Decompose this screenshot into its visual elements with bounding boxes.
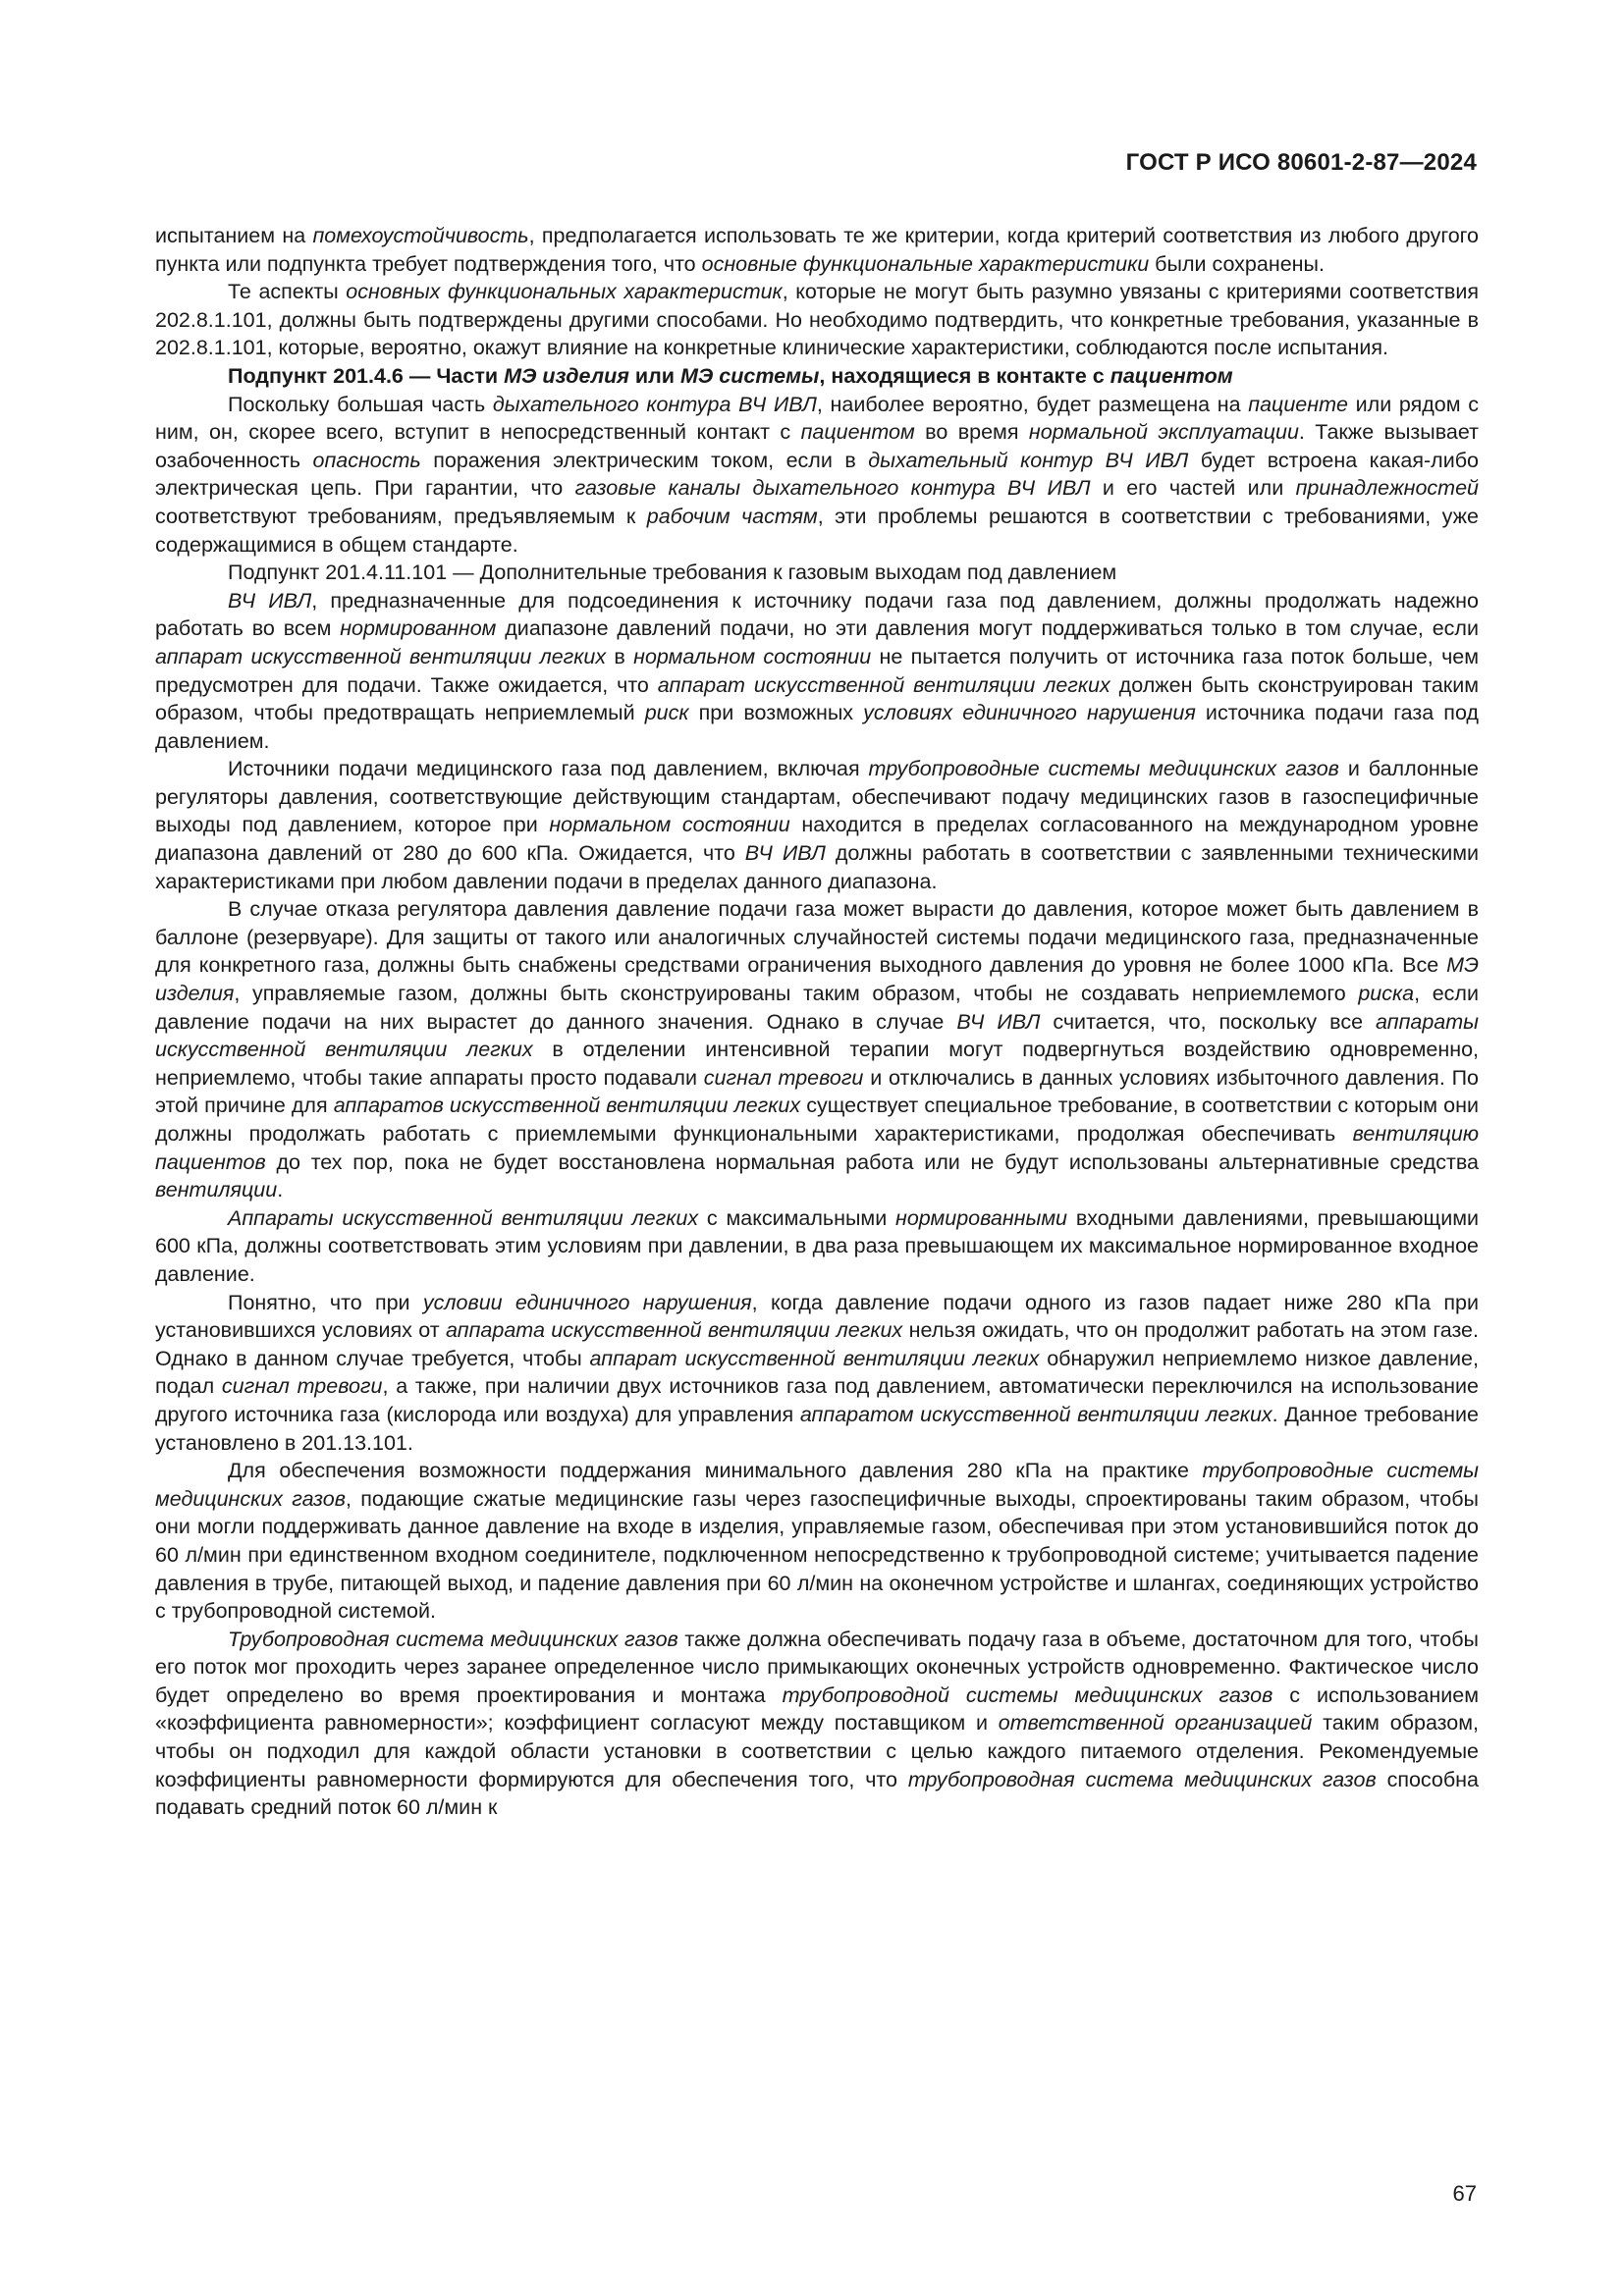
text-run: , которые не могут быть разумно увязаны с критериями соответствия 202.8.1.101, должны быть подтверждены другими способами. Но необходимо подтвердить, что конкретные требования, указанные в 202.8.1.101, которые, вероятно, окажут влияние на конкретные клинические характеристики, соблюдаются после испытания. bbox=[155, 280, 1479, 360]
term-italic: ВЧ ИВЛ bbox=[228, 588, 312, 613]
text-run: источника подачи газа под давлением. bbox=[155, 701, 1479, 753]
term-italic: Аппараты искусственной вентиляции легких bbox=[228, 1205, 699, 1230]
term-italic: аппаратов искусственной вентиляции легких bbox=[333, 1094, 801, 1118]
term-italic: нормированными bbox=[895, 1205, 1068, 1230]
term-italic: основных функциональных характеристик bbox=[346, 280, 783, 304]
text-run: в отделении интенсивной терапии могут подвергнуться воздействию одновременно, неприемлемо, чтобы такие аппараты просто подавали bbox=[155, 1038, 1479, 1090]
term-italic: трубопроводная система медицинских газов bbox=[907, 1767, 1377, 1791]
term-italic: пациентом bbox=[800, 420, 915, 445]
text-run: были сохранены. bbox=[1149, 251, 1325, 276]
text-run: или рядом с ним, он, скорее всего, вступит в непосредственный контакт с bbox=[155, 392, 1479, 445]
heading-run: МЭ системы bbox=[679, 363, 820, 388]
paragraph bbox=[155, 895, 1479, 1204]
paragraph bbox=[155, 1289, 1479, 1458]
term-italic: риск bbox=[644, 701, 689, 725]
text-run: , подающие сжатые медицинские газы через газоспецифичные выходы, спроектированы таким образом, чтобы они могли поддерживать данное давление на входе в изделия, управляемые газом, обеспечивая при этом установившийся поток до 60 л/мин при единственном входном соединителе, подключенном непосредственно к трубопроводной системе; учитывается падение давления в трубе, питающей выход, и падение давления при 60 л/мин на оконечном устройстве и шлангах, соединяющих устройство с трубопроводной системой. bbox=[155, 1486, 1479, 1624]
heading-run: пациентом bbox=[1110, 363, 1233, 388]
term-italic: вентиляции bbox=[155, 1178, 278, 1202]
text-run: должны работать в соответствии с заявленными техническими характеристиками при любом давлении подачи в пределах данного диапазона. bbox=[155, 841, 1480, 893]
text-run: . bbox=[277, 1178, 284, 1202]
text-run: и отключались в данных условиях избыточного давления. По этой причине для bbox=[155, 1065, 1479, 1118]
text-run: , предполагается использовать те же критерии, когда критерий соответствия из любого другого пункта или подпункта требует подтверждения того, что bbox=[155, 224, 1479, 276]
text-run: существует специальное требование, в соответствии с которым они должны продолжать работать с приемлемыми функциональными характеристиками, продолжая обеспечивать bbox=[155, 1094, 1479, 1146]
text-run: будет встроена какая-либо электрическая цепь. При гарантии, что bbox=[155, 448, 1479, 501]
term-italic: ВЧ ИВЛ bbox=[956, 1009, 1041, 1034]
term-italic: трубопроводные системы медицинских газов bbox=[868, 757, 1339, 781]
term-italic: нормальном состоянии bbox=[633, 644, 872, 668]
text-run: , эти проблемы решаются в соответствии с требованиями, уже содержащимися в общем стандарте. bbox=[155, 504, 1479, 557]
page-number: 67 bbox=[1452, 2181, 1477, 2206]
text-run: нельзя ожидать, что он продолжит работать на этом газе. Однако в данном случае требуется, чтобы bbox=[155, 1318, 1479, 1370]
term-italic: аппарат искусственной вентиляции легких bbox=[155, 644, 607, 668]
text-run: с использованием «коэффициента равномерности»; коэффициент согласуют между поставщиком и bbox=[155, 1682, 1479, 1735]
term-italic: нормированном bbox=[340, 616, 497, 641]
term-italic: Трубопроводная система медицинских газов bbox=[228, 1627, 678, 1651]
heading-run: МЭ изделия bbox=[504, 363, 629, 388]
term-italic: принадлежностей bbox=[1295, 476, 1479, 501]
paragraph bbox=[155, 278, 1479, 362]
term-italic: условии единичного нарушения bbox=[422, 1290, 752, 1314]
body-text bbox=[155, 222, 1479, 1822]
term-italic: аппарат искусственной вентиляции легких bbox=[657, 672, 1110, 697]
paragraph bbox=[155, 587, 1479, 756]
term-italic: аппарат искусственной вентиляции легких bbox=[589, 1346, 1040, 1370]
text-run: входными давлениями, превышающими 600 кПа, должны соответствовать этим условиям при давлении, в два раза превышающем их максимальное нормированное входное давление. bbox=[155, 1205, 1479, 1286]
heading-run: или bbox=[628, 363, 680, 388]
text-run: не пытается получить от источника газа поток больше, чем предусмотрен для подачи. Также ожидается, что bbox=[155, 644, 1480, 697]
text-run: находится в пределах согласованного на международном уровне диапазона давлений от 280 до 600 кПа. Ожидается, что bbox=[155, 813, 1479, 866]
text-run: считается, что, поскольку все bbox=[1040, 1009, 1377, 1034]
text-run: , если давление подачи на них вырастет до данного значения. Однако в случае bbox=[155, 982, 1479, 1034]
term-italic: опасность bbox=[312, 448, 421, 472]
term-italic: дыхательного контура ВЧ ИВЛ bbox=[492, 392, 817, 416]
paragraph bbox=[155, 391, 1479, 560]
paragraph bbox=[155, 362, 1479, 391]
text-run: испытанием на bbox=[155, 224, 313, 247]
text-run: должен быть сконструирован таким образом, чтобы предотвращать неприемлемый bbox=[155, 672, 1479, 725]
term-italic: основные функциональные характеристики bbox=[701, 251, 1150, 276]
term-italic: риска bbox=[1358, 982, 1415, 1006]
text-run: , когда давление подачи одного из газов падает ниже 280 кПа при установившихся условиях от bbox=[155, 1290, 1480, 1343]
text-run: , предназначенные для подсоединения к источнику подачи газа под давлением, должны продолжать надежно работать во всем bbox=[155, 588, 1479, 641]
text-run: , а также, при наличии двух источников газа под давлением, автоматически переключился на использование другого источника газа (кислорода или воздуха) для управления bbox=[155, 1374, 1479, 1426]
paragraph bbox=[155, 1626, 1479, 1822]
text-run: Те аспекты bbox=[228, 280, 347, 304]
term-italic: пациенте bbox=[1248, 392, 1348, 416]
text-run: до тех пор, пока не будет восстановлена нормальная работа или не будут использованы альтернативные средства bbox=[265, 1149, 1479, 1174]
text-run: , наиболее вероятно, будет размещена на bbox=[816, 392, 1249, 416]
text-run: соответствуют требованиям, предъявляемым к bbox=[155, 504, 647, 528]
text-run: обнаружил неприемлемо низкое давление, подал bbox=[155, 1346, 1479, 1399]
term-italic: аппарата искусственной вентиляции легких bbox=[446, 1318, 903, 1343]
text-run: при возможных bbox=[688, 701, 864, 725]
term-italic: МЭ изделия bbox=[155, 953, 1479, 1006]
heading-run: Подпункт 201.4.6 — Части bbox=[228, 363, 505, 388]
paragraph bbox=[155, 559, 1479, 587]
text-run: и баллонные регуляторы давления, соответствующие действующим стандартам, обеспечивают подачу медицинских газов в газоспецифичные выходы под давлением, которое при bbox=[155, 757, 1479, 837]
text-run: Поскольку большая часть bbox=[228, 392, 493, 416]
heading-run: , находящиеся в контакте с bbox=[819, 363, 1110, 388]
text-run: с максимальными bbox=[698, 1205, 896, 1230]
paragraph bbox=[155, 1457, 1479, 1626]
text-run: диапазоне давлений подачи, но эти давления могут поддерживаться только в том случае, если bbox=[496, 616, 1479, 641]
term-italic: условиях единичного нарушения bbox=[863, 701, 1196, 725]
text-run: таким образом, чтобы он подходил для каждой области установки в соответствии с целью каждого питаемого отделения. Рекомендуемые коэффициенты равномерности формируются для обеспечения того, что bbox=[155, 1711, 1479, 1791]
term-italic: ответственной организацией bbox=[998, 1711, 1313, 1735]
text-run: Понятно, что при bbox=[228, 1290, 423, 1314]
term-italic: аппаратом искусственной вентиляции легких bbox=[799, 1402, 1272, 1426]
text-run: Для обеспечения возможности поддержания минимального давления 280 кПа на практике bbox=[228, 1459, 1203, 1483]
term-italic: вентиляцию пациентов bbox=[155, 1122, 1479, 1174]
term-italic: нормальной эксплуатации bbox=[1028, 420, 1299, 445]
term-italic: газовые каналы дыхательного контура ВЧ ИВЛ bbox=[574, 476, 1091, 501]
text-run: Источники подачи медицинского газа под давлением, включая bbox=[228, 757, 869, 781]
text-run: . Также вызывает озабоченность bbox=[155, 420, 1479, 472]
text-run: также должна обеспечивать подачу газа в объеме, достаточном для того, чтобы его поток мог проходить через заранее определенное число примыкающих оконечных устройств одновременно. Фактическое число будет определено во время проектирования и монтажа bbox=[155, 1627, 1479, 1707]
text-run: поражения электрическим током, если в bbox=[420, 448, 869, 472]
paragraph bbox=[155, 1204, 1479, 1289]
paragraph bbox=[155, 222, 1479, 278]
text-run: и его частей или bbox=[1090, 476, 1296, 501]
term-italic: аппараты искусственной вентиляции легких bbox=[155, 1009, 1479, 1062]
term-italic: ВЧ ИВЛ bbox=[744, 841, 826, 866]
term-italic: трубопроводной системы медицинских газов bbox=[782, 1682, 1273, 1707]
term-italic: дыхательный контур ВЧ ИВЛ bbox=[868, 448, 1189, 472]
text-run: , управляемые газом, должны быть сконструированы таким образом, чтобы не создавать неприемлемого bbox=[234, 982, 1359, 1006]
term-italic: помехоустойчивость bbox=[312, 224, 529, 247]
term-italic: нормальном состоянии bbox=[549, 813, 790, 837]
text-run: во время bbox=[914, 420, 1029, 445]
text-run: Подпункт 201.4.11.101 — Дополнительные требования к газовым выходам под давлением bbox=[228, 561, 1117, 585]
paragraph bbox=[155, 755, 1479, 895]
text-run: . Данное требование установлено в 201.13.101. bbox=[155, 1402, 1480, 1455]
text-run: способна подавать средний поток 60 л/мин к bbox=[155, 1767, 1480, 1820]
term-italic: трубопроводные системы медицинских газов bbox=[155, 1459, 1479, 1511]
term-italic: сигнал тревоги bbox=[703, 1065, 864, 1090]
text-run: В случае отказа регулятора давления давление подачи газа может вырасти до давления, которое может быть давлением в баллоне (резервуаре). Для защиты от такого или аналогичных случайностей системы подачи медицинского газа, предназначенные для конкретного газа, должны быть снабжены средствами ограничения выходного давления до уровня не более 1000 кПа. Все bbox=[155, 897, 1479, 978]
term-italic: рабочим частям bbox=[646, 504, 818, 528]
text-run: в bbox=[606, 644, 634, 668]
term-italic: сигнал тревоги bbox=[221, 1374, 383, 1399]
standard-header: ГОСТ Р ИСО 80601-2-87—2024 bbox=[1125, 149, 1477, 176]
